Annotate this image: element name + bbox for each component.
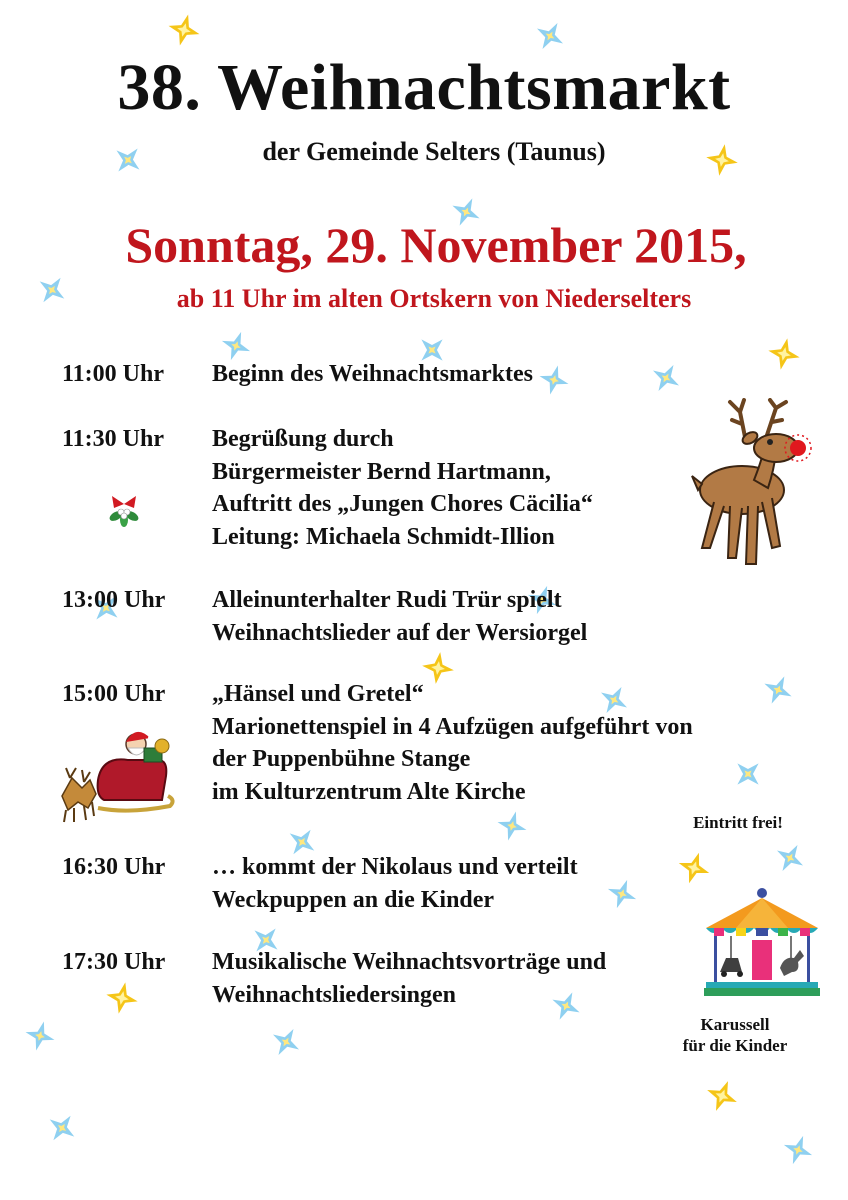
schedule-line: Begrüßung durch — [212, 426, 394, 452]
page-title: 38. Weihnachtsmarkt — [117, 51, 731, 124]
schedule-time: 13:00 Uhr — [62, 587, 166, 613]
event-date: Sonntag, 29. November 2015, — [125, 217, 747, 273]
star-icon — [41, 1107, 83, 1149]
schedule-time: 15:00 Uhr — [62, 681, 166, 707]
schedule-line: Bürgermeister Bernd Hartmann, — [212, 458, 551, 485]
schedule-line: Alleinunterhalter Rudi Trür spielt — [212, 587, 562, 613]
star-icon — [765, 335, 803, 373]
star-icon — [103, 979, 141, 1017]
star-icon — [646, 358, 687, 399]
star-icon — [779, 1131, 817, 1169]
schedule-line: Marionettenspiel in 4 Aufzügen aufgeführt von — [212, 713, 693, 740]
schedule-description — [212, 851, 578, 916]
santa-sleigh-icon — [58, 730, 176, 826]
star-icon — [701, 1075, 743, 1117]
schedule-description — [212, 946, 606, 1011]
entry-free-note: Eintritt frei! — [693, 813, 783, 832]
schedule-line: Weckpuppen an die Kinder — [212, 886, 495, 913]
star-icon — [266, 1022, 307, 1063]
schedule-line: Leitung: Michaela Schmidt-Illion — [212, 523, 555, 550]
schedule-line: im Kulturzentrum Alte Kirche — [212, 778, 526, 805]
carousel-note — [660, 1014, 810, 1056]
schedule-time: 16:30 Uhr — [62, 854, 166, 880]
schedule-description — [212, 423, 593, 553]
schedule-line: Weihnachtsliedersingen — [212, 981, 457, 1008]
star-icon — [603, 875, 641, 913]
star-icon — [674, 848, 714, 888]
schedule-line: Musikalische Weihnachtsvorträge und — [212, 949, 607, 975]
mistletoe-icon — [106, 494, 142, 528]
schedule-line: „Hänsel und Gretel“ — [212, 681, 424, 707]
schedule-line: Beginn des Weihnachtsmarktes — [212, 361, 533, 387]
schedule-description — [212, 678, 693, 808]
reindeer-icon — [684, 398, 820, 574]
star-icon — [494, 808, 531, 845]
star-icon — [22, 1018, 59, 1055]
star-icon — [770, 838, 811, 879]
carousel-icon — [700, 886, 824, 1004]
subtitle: der Gemeinde Selters (Taunus) — [262, 137, 606, 166]
schedule-line: Weihnachtslieder auf der Wersiorgel — [212, 619, 588, 646]
schedule-time: 11:30 Uhr — [62, 426, 164, 452]
star-icon — [727, 753, 769, 795]
event-place: ab 11 Uhr im alten Ortskern von Niederselters — [176, 284, 692, 313]
schedule-time: 11:00 Uhr — [62, 361, 164, 387]
schedule-description — [212, 584, 587, 649]
star-icon — [536, 362, 573, 399]
schedule-description — [212, 358, 533, 391]
schedule-line: Auftritt des „Jungen Chores Cäcilia“ — [212, 491, 593, 517]
star-icon — [164, 10, 203, 49]
schedule-line: der Puppenbühne Stange — [212, 746, 471, 772]
schedule-line: … kommt der Nikolaus und verteilt — [212, 854, 578, 880]
carousel-note-line: Karussell — [700, 1015, 770, 1034]
carousel-note-line: für die Kinder — [682, 1036, 788, 1055]
star-icon — [758, 670, 798, 710]
schedule-time: 17:30 Uhr — [62, 949, 166, 975]
